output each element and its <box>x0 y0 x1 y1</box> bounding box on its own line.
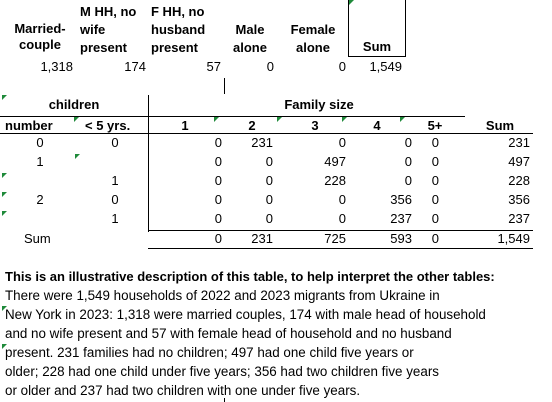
sum-size-4: 593 <box>390 231 412 246</box>
col-header-under5: < 5 yrs. <box>85 118 131 133</box>
sum-underline <box>348 56 406 57</box>
sum-size-2: 231 <box>251 231 273 246</box>
comment-marker-icon <box>214 117 219 122</box>
table-row <box>0 211 552 230</box>
column-divider <box>348 0 349 56</box>
cell-number: 1 <box>36 154 44 169</box>
comment-marker-icon <box>342 117 347 122</box>
table-row <box>0 135 552 154</box>
cell-size-4: 0 <box>404 135 412 150</box>
cell-size-3: 0 <box>338 211 346 226</box>
comment-marker-icon <box>2 173 7 178</box>
cell-size-5plus: 0 <box>431 173 439 188</box>
description-line: present. 231 families had no children; 497 had one child five years or <box>5 345 414 360</box>
cell-sum: 228 <box>508 173 530 188</box>
description-heading: This is an illustrative description of this table, to help interpret the other tables: <box>5 269 495 284</box>
group-header-family-size: Family size <box>284 97 354 112</box>
cell-size-5plus: 0 <box>431 211 439 226</box>
cell-size-2: 0 <box>265 211 273 226</box>
cell-size-3: 0 <box>338 135 346 150</box>
table-row <box>0 154 552 173</box>
value-female-alone: 0 <box>338 59 346 74</box>
header-line: alone <box>296 40 330 55</box>
col-header-sum: Sum <box>485 118 515 133</box>
header-sum <box>352 38 402 56</box>
value-married-couple: 1,318 <box>40 59 73 74</box>
header-female-alone <box>283 21 343 57</box>
col-header-size-4: 4 <box>373 118 381 133</box>
comment-marker-icon <box>277 117 282 122</box>
cell-size-1: 0 <box>214 135 222 150</box>
column-divider <box>405 0 406 56</box>
group-header-children: children <box>48 97 100 112</box>
cell-size-5plus: 0 <box>431 135 439 150</box>
comment-marker-icon <box>74 117 79 122</box>
sum-row-bottomline <box>148 248 533 249</box>
cell-size-5plus: 0 <box>431 192 439 207</box>
table-row <box>0 173 552 192</box>
header-female-head <box>151 3 205 57</box>
comment-marker-icon <box>400 117 405 122</box>
header-line: wife <box>80 22 106 37</box>
header-line: Married- <box>14 21 66 36</box>
header-line: M HH, no <box>80 4 137 19</box>
header-line: Male <box>235 22 265 37</box>
value-male-head: 174 <box>124 59 146 74</box>
sum-row-label: Sum <box>24 231 51 246</box>
header-married-couple <box>5 21 75 53</box>
sum-size-1: 0 <box>214 231 222 246</box>
cell-under5: 1 <box>111 173 119 188</box>
description-line: There were 1,549 households of 2022 and 2023 migrants from Ukraine in <box>5 288 440 303</box>
cell-number: 0 <box>36 135 44 150</box>
table-row <box>0 192 552 211</box>
sum-total: 1,549 <box>497 231 530 246</box>
description-line: and no wife present and 57 with female head of household and no husband <box>5 326 452 341</box>
cell-sum: 356 <box>508 192 530 207</box>
sum-size-3: 725 <box>324 231 346 246</box>
description-line: older; 228 had one child under five years; 356 had two children five years <box>5 364 439 379</box>
header-line: present <box>80 40 127 55</box>
sum-size-5plus: 0 <box>431 231 439 246</box>
cell-size-3: 497 <box>324 154 346 169</box>
header-male-alone <box>226 21 274 57</box>
header-line: Female <box>290 22 336 37</box>
header-line: F HH, no <box>151 4 205 19</box>
description-line: New York in 2023: 1,318 were married couples, 174 with male head of household <box>5 307 486 322</box>
cell-size-2: 0 <box>265 154 273 169</box>
cell-under5: 0 <box>111 192 119 207</box>
col-header-number: number <box>5 118 53 133</box>
col-header-size-3: 3 <box>311 118 319 133</box>
group-underline <box>0 116 465 117</box>
cell-under5: 1 <box>111 211 119 226</box>
comment-marker-icon <box>75 154 80 159</box>
header-underline <box>0 133 533 134</box>
cell-cursor-mark <box>224 78 225 94</box>
cell-size-3: 228 <box>324 173 346 188</box>
comment-marker-icon <box>349 0 354 5</box>
cell-sum: 497 <box>508 154 530 169</box>
cell-sum: 231 <box>508 135 530 150</box>
cell-number: 2 <box>36 192 44 207</box>
value-male-alone: 0 <box>266 59 274 74</box>
cell-size-2: 231 <box>251 135 273 150</box>
header-line: present <box>151 40 198 55</box>
cell-size-4: 0 <box>404 154 412 169</box>
header-line: alone <box>233 40 267 55</box>
cell-cursor-mark <box>224 398 225 402</box>
cell-size-5plus: 0 <box>431 154 439 169</box>
col-header-size-1: 1 <box>181 118 189 133</box>
cell-sum: 237 <box>508 211 530 226</box>
column-divider <box>148 95 149 117</box>
comment-marker-icon <box>2 192 7 197</box>
cell-size-1: 0 <box>214 154 222 169</box>
cell-size-4: 356 <box>390 192 412 207</box>
cell-size-3: 0 <box>338 192 346 207</box>
header-line: couple <box>19 37 61 52</box>
col-header-size-2: 2 <box>248 118 256 133</box>
description-line: or older and 237 had two children with one under five years. <box>5 383 361 398</box>
header-line: Sum <box>362 39 392 54</box>
cell-size-1: 0 <box>214 211 222 226</box>
cell-size-2: 0 <box>265 173 273 188</box>
header-male-head <box>80 3 136 57</box>
cell-size-4: 0 <box>404 173 412 188</box>
comment-marker-icon <box>2 211 7 216</box>
cell-under5: 0 <box>111 135 119 150</box>
col-header-size-5plus: 5+ <box>427 118 443 133</box>
cell-size-1: 0 <box>214 173 222 188</box>
cell-size-2: 0 <box>265 192 273 207</box>
value-sum: 1,549 <box>369 59 402 74</box>
cell-size-4: 237 <box>390 211 412 226</box>
header-line: husband <box>151 22 206 37</box>
cell-size-1: 0 <box>214 192 222 207</box>
value-female-head: 57 <box>206 59 221 74</box>
